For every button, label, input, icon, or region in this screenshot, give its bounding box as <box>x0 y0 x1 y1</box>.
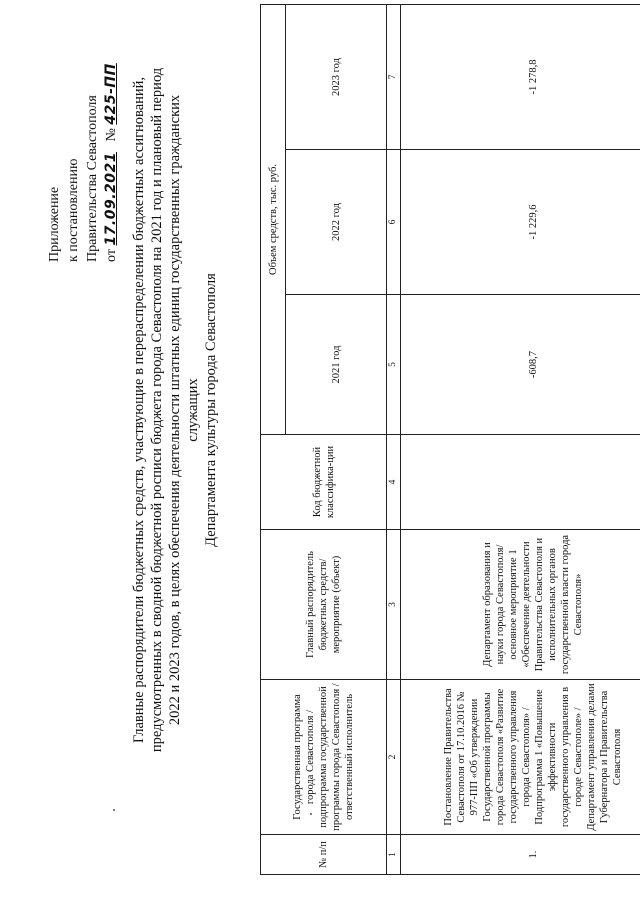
scan-speck <box>113 809 115 811</box>
header-code: Код бюджетной классифика-ции <box>261 435 387 530</box>
header-manager: Главный распорядитель бюджетных средств/мероприятие (объект) <box>261 530 387 680</box>
index-cell: 4 <box>387 435 401 530</box>
header-program: Государственная программа города Севастополя / подпрограмма государственной программы города Севастополя / ответственный исполнитель <box>261 680 387 835</box>
appendix-line-3: Правительства Севастополя <box>85 95 100 262</box>
handwritten-number: 425-ПП <box>103 63 119 125</box>
row-2023: -1 278,8 <box>401 4 640 149</box>
table-row <box>401 4 640 874</box>
index-cell: 3 <box>387 530 401 680</box>
header-2023: 2023 год <box>286 4 387 149</box>
index-cell: 2 <box>387 680 401 835</box>
header-2021: 2021 год <box>286 295 387 435</box>
header-volume: Объем средств, тыс. руб. <box>261 4 286 434</box>
handwritten-date: 17.09.2021 <box>103 151 119 246</box>
document-title <box>130 65 220 755</box>
row-num: 1. <box>401 835 640 875</box>
title-line-4: Департамента культуры города Севастополя <box>203 273 219 547</box>
title-line-3: 2022 и 2023 годов, в целях обеспечения деятельности штатных единиц государственных гражданских служащих <box>167 94 201 726</box>
allocation-table <box>260 4 640 875</box>
header-2022: 2022 год <box>286 150 387 295</box>
title-line-2: предусмотренных в сводной бюджетной росписи бюджета города Севастополя на 2021 год и плановый период <box>149 67 165 753</box>
index-cell: 6 <box>387 150 401 295</box>
header-row-1 <box>261 4 286 874</box>
header-num: № п/п <box>261 835 387 875</box>
number-prefix: № <box>104 128 119 142</box>
column-index-row <box>387 4 401 874</box>
index-cell: 1 <box>387 835 401 875</box>
title-line-1: Главные распорядители бюджетных средств, участвующие в перераспределении бюджетных ассигнований, <box>131 76 147 744</box>
date-prefix: от <box>104 249 119 262</box>
appendix-line-2: к постановлению <box>66 158 81 262</box>
appendix-line-1: Приложение <box>47 186 62 262</box>
row-program: Постановление Правительства Севастополя от 17.10.2016 № 977-ПП «Об утверждении Государственной программы города Севастополя «Развитие государственного управления города Севастополя» / Подпрограмма 1 «Повышение эффективности государственного управления в городе Севастополе» / Департамент управления делами Губернатора и Правительства Севастополя <box>401 680 640 835</box>
appendix-block <box>45 22 121 262</box>
index-cell: 7 <box>387 4 401 149</box>
row-2021: -608,7 <box>401 295 640 435</box>
appendix-date-line <box>102 22 121 262</box>
row-manager: Департамент образования и науки города Севастополя/основное мероприятие 1 «Обеспечение деятельности Правительства Севастополя и исполнительных органов государственной власти города Севастополя» <box>401 530 640 680</box>
row-2022: -1 229,6 <box>401 150 640 295</box>
row-code <box>401 435 640 530</box>
index-cell: 5 <box>387 295 401 435</box>
